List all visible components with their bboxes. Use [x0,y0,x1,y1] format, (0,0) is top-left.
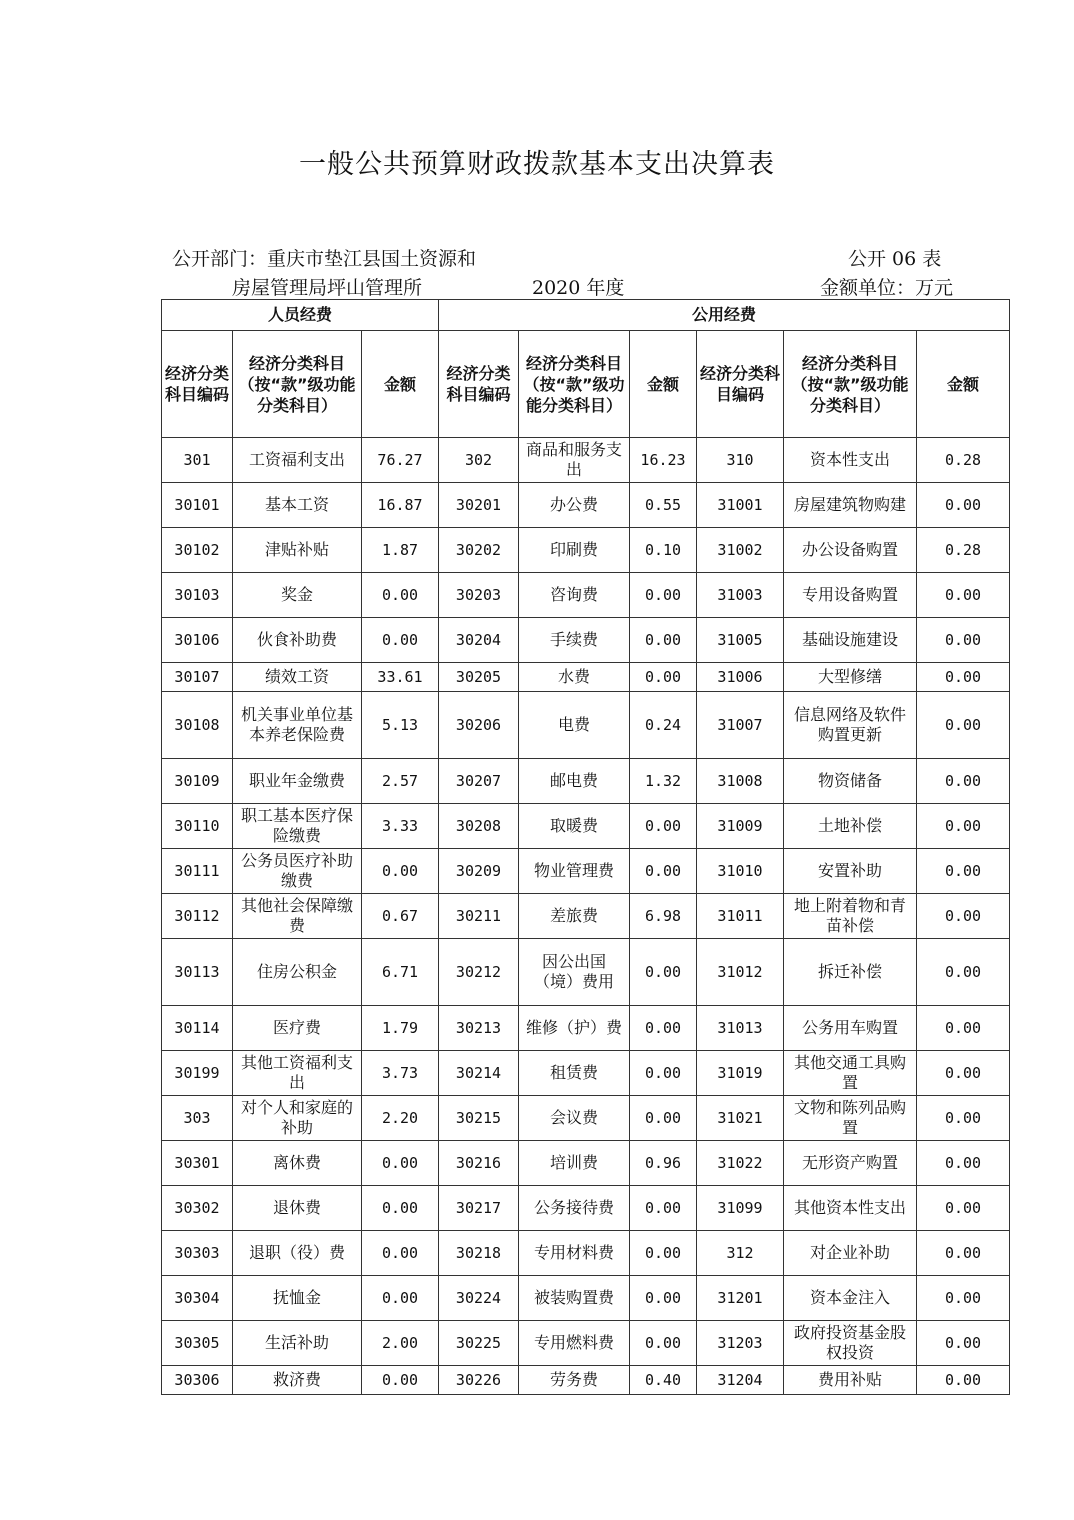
table-row [162,1006,1010,1051]
amount-personnel: 16.87 [362,483,439,528]
name-capital: 无形资产购置 [784,1141,917,1186]
column-header-row [162,331,1010,438]
name-goods: 因公出国（境）费用 [519,939,630,1006]
amount-goods: 0.00 [630,1006,697,1051]
name-capital: 地上附着物和青苗补偿 [784,894,917,939]
amount-personnel: 33.61 [362,663,439,692]
name-goods: 物业管理费 [519,849,630,894]
amount-goods: 0.10 [630,528,697,573]
code-capital: 31007 [697,692,784,759]
code-personnel: 30304 [162,1276,233,1321]
amount-personnel: 6.71 [362,939,439,1006]
code-goods: 30211 [439,894,519,939]
name-goods: 办公费 [519,483,630,528]
code-personnel: 30106 [162,618,233,663]
name-capital: 公务用车购置 [784,1006,917,1051]
amount-goods: 0.00 [630,618,697,663]
department-line-1: 公开部门：重庆市垫江县国土资源和 [172,248,477,270]
name-capital: 物资储备 [784,759,917,804]
table-row [162,804,1010,849]
table-row [162,1096,1010,1141]
code-personnel: 30112 [162,894,233,939]
code-goods: 30204 [439,618,519,663]
code-goods: 30216 [439,1141,519,1186]
amount-capital: 0.00 [917,663,1010,692]
amount-goods: 16.23 [630,438,697,483]
code-capital: 31002 [697,528,784,573]
code-personnel: 30302 [162,1186,233,1231]
amount-capital: 0.00 [917,849,1010,894]
amount-capital: 0.00 [917,1141,1010,1186]
code-personnel: 30301 [162,1141,233,1186]
amount-goods: 0.00 [630,939,697,1006]
table-row [162,1366,1010,1395]
name-goods: 劳务费 [519,1366,630,1395]
name-capital: 大型修缮 [784,663,917,692]
name-capital: 房屋建筑物购建 [784,483,917,528]
name-goods: 专用燃料费 [519,1321,630,1366]
name-capital: 对企业补助 [784,1231,917,1276]
amount-personnel: 0.00 [362,1366,439,1395]
table-row [162,573,1010,618]
name-goods: 专用材料费 [519,1231,630,1276]
code-capital: 31201 [697,1276,784,1321]
amount-capital: 0.00 [917,618,1010,663]
name-goods: 咨询费 [519,573,630,618]
amount-capital: 0.00 [917,894,1010,939]
name-capital: 安置补助 [784,849,917,894]
amount-capital: 0.00 [917,804,1010,849]
name-personnel: 退职（役）费 [233,1231,362,1276]
code-personnel: 30109 [162,759,233,804]
amount-goods: 0.00 [630,804,697,849]
code-goods: 30207 [439,759,519,804]
amount-goods: 0.24 [630,692,697,759]
table-row [162,663,1010,692]
amount-goods: 0.00 [630,849,697,894]
code-capital: 31012 [697,939,784,1006]
amount-capital: 0.00 [917,939,1010,1006]
amount-unit: 金额单位：万元 [820,277,954,299]
name-personnel: 其他工资福利支出 [233,1051,362,1096]
name-goods: 维修（护）费 [519,1006,630,1051]
amount-personnel: 0.00 [362,1231,439,1276]
code-personnel: 30114 [162,1006,233,1051]
code-personnel: 30103 [162,573,233,618]
code-goods: 30206 [439,692,519,759]
code-capital: 31003 [697,573,784,618]
name-goods: 邮电费 [519,759,630,804]
department-line-2: 房屋管理局坪山管理所 [232,277,423,299]
name-personnel: 退休费 [233,1186,362,1231]
amount-goods: 0.00 [630,663,697,692]
table-row [162,759,1010,804]
name-personnel: 其他社会保障缴费 [233,894,362,939]
code-goods: 302 [439,438,519,483]
code-capital: 31005 [697,618,784,663]
amount-goods: 0.00 [630,1321,697,1366]
code-goods: 30203 [439,573,519,618]
code-goods: 30208 [439,804,519,849]
name-goods: 电费 [519,692,630,759]
name-capital: 信息网络及软件购置更新 [784,692,917,759]
table-row [162,1141,1010,1186]
amount-personnel: 0.00 [362,1276,439,1321]
amount-capital: 0.00 [917,1231,1010,1276]
header-code-3: 经济分类科目编码 [697,331,784,438]
name-capital: 土地补偿 [784,804,917,849]
fiscal-year: 2020 年度 [532,277,625,299]
amount-capital: 0.00 [917,692,1010,759]
name-goods: 租赁费 [519,1051,630,1096]
name-personnel: 绩效工资 [233,663,362,692]
name-personnel: 住房公积金 [233,939,362,1006]
code-goods: 30218 [439,1231,519,1276]
name-capital: 费用补贴 [784,1366,917,1395]
amount-goods: 0.00 [630,1051,697,1096]
name-goods: 差旅费 [519,894,630,939]
amount-goods: 1.32 [630,759,697,804]
amount-personnel: 0.00 [362,1186,439,1231]
name-personnel: 伙食补助费 [233,618,362,663]
amount-goods: 0.00 [630,1231,697,1276]
amount-capital: 0.00 [917,573,1010,618]
code-goods: 30226 [439,1366,519,1395]
code-personnel: 303 [162,1096,233,1141]
amount-personnel: 3.33 [362,804,439,849]
name-personnel: 基本工资 [233,483,362,528]
name-personnel: 对个人和家庭的补助 [233,1096,362,1141]
name-personnel: 公务员医疗补助缴费 [233,849,362,894]
amount-personnel: 3.73 [362,1051,439,1096]
table-row [162,894,1010,939]
code-goods: 30214 [439,1051,519,1096]
amount-capital: 0.00 [917,1006,1010,1051]
name-capital: 基础设施建设 [784,618,917,663]
code-goods: 30209 [439,849,519,894]
amount-capital: 0.00 [917,483,1010,528]
code-personnel: 30102 [162,528,233,573]
amount-goods: 6.98 [630,894,697,939]
page-title: 一般公共预算财政拨款基本支出决算表 [299,149,775,180]
code-goods: 30212 [439,939,519,1006]
table-row [162,1186,1010,1231]
name-goods: 手续费 [519,618,630,663]
code-capital: 31203 [697,1321,784,1366]
name-personnel: 生活补助 [233,1321,362,1366]
name-personnel: 救济费 [233,1366,362,1395]
header-name-1: 经济分类科目（按“款”级功能分类科目） [233,331,362,438]
amount-capital: 0.28 [917,438,1010,483]
name-capital: 文物和陈列品购置 [784,1096,917,1141]
amount-capital: 0.00 [917,1276,1010,1321]
table-row [162,1321,1010,1366]
header-code-2: 经济分类科目编码 [439,331,519,438]
name-personnel: 职工基本医疗保险缴费 [233,804,362,849]
code-goods: 30215 [439,1096,519,1141]
code-personnel: 301 [162,438,233,483]
name-personnel: 机关事业单位基本养老保险费 [233,692,362,759]
code-personnel: 30303 [162,1231,233,1276]
code-capital: 31006 [697,663,784,692]
code-goods: 30213 [439,1006,519,1051]
table-row [162,1231,1010,1276]
code-goods: 30201 [439,483,519,528]
name-personnel: 抚恤金 [233,1276,362,1321]
header-name-3: 经济分类科目（按“款”级功能分类科目） [784,331,917,438]
code-goods: 30224 [439,1276,519,1321]
name-capital: 办公设备购置 [784,528,917,573]
amount-capital: 0.28 [917,528,1010,573]
header-amount-2: 金额 [630,331,697,438]
code-personnel: 30107 [162,663,233,692]
name-personnel: 津贴补贴 [233,528,362,573]
name-personnel: 工资福利支出 [233,438,362,483]
code-personnel: 30111 [162,849,233,894]
name-goods: 商品和服务支出 [519,438,630,483]
amount-personnel: 2.20 [362,1096,439,1141]
name-goods: 会议费 [519,1096,630,1141]
amount-personnel: 2.57 [362,759,439,804]
header-amount-1: 金额 [362,331,439,438]
name-personnel: 离休费 [233,1141,362,1186]
code-capital: 31021 [697,1096,784,1141]
header-code-1: 经济分类科目编码 [162,331,233,438]
amount-goods: 0.00 [630,1276,697,1321]
header-name-2: 经济分类科目（按“款”级功能分类科目） [519,331,630,438]
name-goods: 公务接待费 [519,1186,630,1231]
code-capital: 31009 [697,804,784,849]
name-personnel: 奖金 [233,573,362,618]
code-capital: 31011 [697,894,784,939]
table-row [162,692,1010,759]
table-row [162,438,1010,483]
amount-goods: 0.00 [630,1096,697,1141]
table-row [162,528,1010,573]
code-personnel: 30305 [162,1321,233,1366]
amount-personnel: 1.87 [362,528,439,573]
name-goods: 培训费 [519,1141,630,1186]
name-goods: 印刷费 [519,528,630,573]
table-row [162,618,1010,663]
name-goods: 被装购置费 [519,1276,630,1321]
amount-personnel: 76.27 [362,438,439,483]
name-capital: 资本金注入 [784,1276,917,1321]
amount-personnel: 0.00 [362,849,439,894]
amount-goods: 0.55 [630,483,697,528]
amount-goods: 0.96 [630,1141,697,1186]
amount-goods: 0.40 [630,1366,697,1395]
name-capital: 政府投资基金股权投资 [784,1321,917,1366]
amount-personnel: 2.00 [362,1321,439,1366]
code-personnel: 30199 [162,1051,233,1096]
code-capital: 312 [697,1231,784,1276]
code-personnel: 30101 [162,483,233,528]
budget-table [161,299,1010,1395]
table-row [162,1051,1010,1096]
code-capital: 31099 [697,1186,784,1231]
code-personnel: 30110 [162,804,233,849]
amount-personnel: 0.00 [362,618,439,663]
amount-personnel: 0.00 [362,1141,439,1186]
header-amount-3: 金额 [917,331,1010,438]
code-goods: 30225 [439,1321,519,1366]
name-personnel: 职业年金缴费 [233,759,362,804]
table-row [162,1276,1010,1321]
table-row [162,849,1010,894]
code-capital: 31001 [697,483,784,528]
code-capital: 31008 [697,759,784,804]
amount-personnel: 0.67 [362,894,439,939]
name-goods: 取暖费 [519,804,630,849]
amount-capital: 0.00 [917,1051,1010,1096]
table-row [162,939,1010,1006]
code-personnel: 30113 [162,939,233,1006]
name-goods: 水费 [519,663,630,692]
group-public: 公用经费 [439,300,1010,331]
amount-goods: 0.00 [630,573,697,618]
amount-personnel: 5.13 [362,692,439,759]
code-personnel: 30306 [162,1366,233,1395]
code-goods: 30205 [439,663,519,692]
amount-capital: 0.00 [917,1096,1010,1141]
code-capital: 31010 [697,849,784,894]
amount-personnel: 1.79 [362,1006,439,1051]
name-personnel: 医疗费 [233,1006,362,1051]
code-goods: 30217 [439,1186,519,1231]
code-goods: 30202 [439,528,519,573]
group-header-row [162,300,1010,331]
amount-personnel: 0.00 [362,573,439,618]
name-capital: 其他交通工具购置 [784,1051,917,1096]
code-capital: 31022 [697,1141,784,1186]
amount-capital: 0.00 [917,1366,1010,1395]
group-personnel: 人员经费 [162,300,439,331]
name-capital: 专用设备购置 [784,573,917,618]
amount-capital: 0.00 [917,1321,1010,1366]
table-number: 公开 06 表 [848,248,942,270]
name-capital: 其他资本性支出 [784,1186,917,1231]
table-row [162,483,1010,528]
code-capital: 31013 [697,1006,784,1051]
name-capital: 拆迁补偿 [784,939,917,1006]
amount-capital: 0.00 [917,1186,1010,1231]
code-capital: 31204 [697,1366,784,1395]
code-capital: 31019 [697,1051,784,1096]
name-capital: 资本性支出 [784,438,917,483]
amount-capital: 0.00 [917,759,1010,804]
amount-goods: 0.00 [630,1186,697,1231]
code-capital: 310 [697,438,784,483]
code-personnel: 30108 [162,692,233,759]
